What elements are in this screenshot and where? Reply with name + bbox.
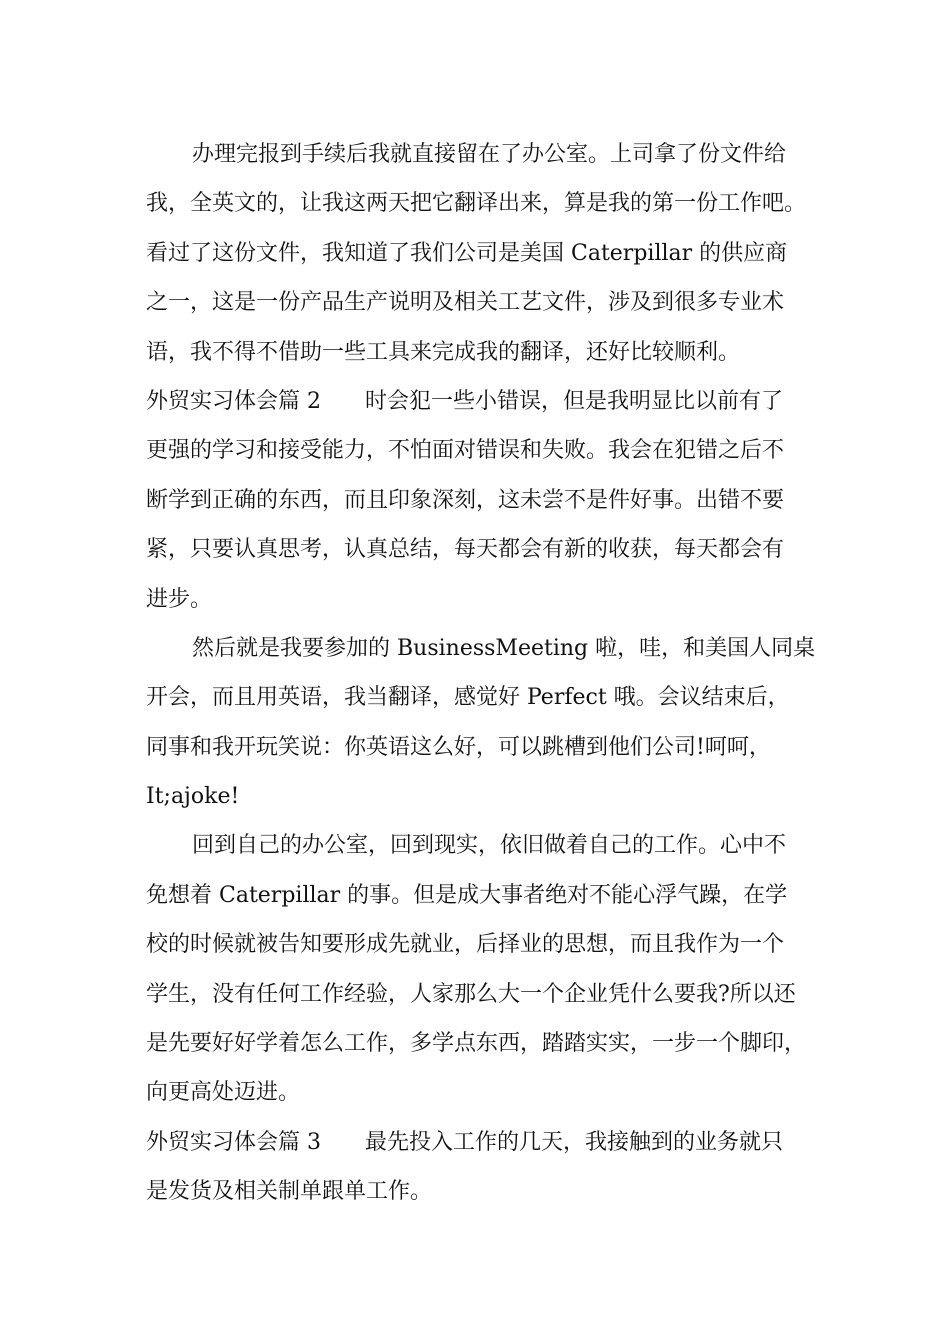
text-line: 向更高处迈进。 xyxy=(146,1080,301,1106)
section-heading-line: 外贸实习体会篇 2 时会犯一些小错误，但是我明显比以前有了 xyxy=(146,388,783,414)
text-line: 之一，这是一份产品生产说明及相关工艺文件，涉及到很多专业术 xyxy=(146,290,785,316)
document-body xyxy=(146,130,826,1217)
text-line: 看过了这份文件，我知道了我们公司是美国 Caterpillar 的供应商 xyxy=(146,240,788,266)
text-line: 办理完报到手续后我就直接留在了办公室。上司拿了份文件给 xyxy=(192,142,787,167)
text-line: 我，全英文的，让我这两天把它翻译出来，算是我的第一份工作吧。 xyxy=(146,191,807,217)
text-line: 更强的学习和接受能力，不怕面对错误和失败。我会在犯错之后不 xyxy=(146,438,785,464)
text-line: 回到自己的办公室，回到现实，依旧做着自己的工作。心中不 xyxy=(192,833,787,859)
text-line: 开会，而且用英语，我当翻译，感觉好 Perfect 哦。会议结束后， xyxy=(146,685,790,711)
section-heading-line: 外贸实习体会篇 3 最先投入工作的几天，我接触到的业务就只 xyxy=(146,1129,783,1155)
text-line: 进步。 xyxy=(146,586,213,612)
text-line: 紧，只要认真思考，认真总结，每天都会有新的收获，每天都会有 xyxy=(146,537,785,563)
text-line: 校的时候就被告知要形成先就业，后择业的思想，而且我作为一个 xyxy=(146,932,785,958)
text-line: 断学到正确的东西，而且印象深刻，这未尝不是件好事。出错不要 xyxy=(146,487,785,513)
text-line: 免想着 Caterpillar 的事。但是成大事者绝对不能心浮气躁，在学 xyxy=(146,882,788,908)
text-line: 语，我不得不借助一些工具来完成我的翻译，还好比较顺利。 xyxy=(146,339,741,365)
text-line: 学生，没有任何工作经验，人家那么大一个企业凭什么要我?所以还 xyxy=(146,981,796,1007)
text-line: 同事和我开玩笑说：你英语这么好，可以跳槽到他们公司!呵呵， xyxy=(146,734,771,760)
text-line: 是先要好好学着怎么工作，多学点东西，踏踏实实，一步一个脚印， xyxy=(146,1031,807,1057)
text-line: 然后就是我要参加的 BusinessMeeting 啦，哇，和美国人同桌 xyxy=(192,635,816,661)
text-line: It;ajoke! xyxy=(146,784,240,810)
text-line: 是发货及相关制单跟单工作。 xyxy=(146,1179,433,1205)
